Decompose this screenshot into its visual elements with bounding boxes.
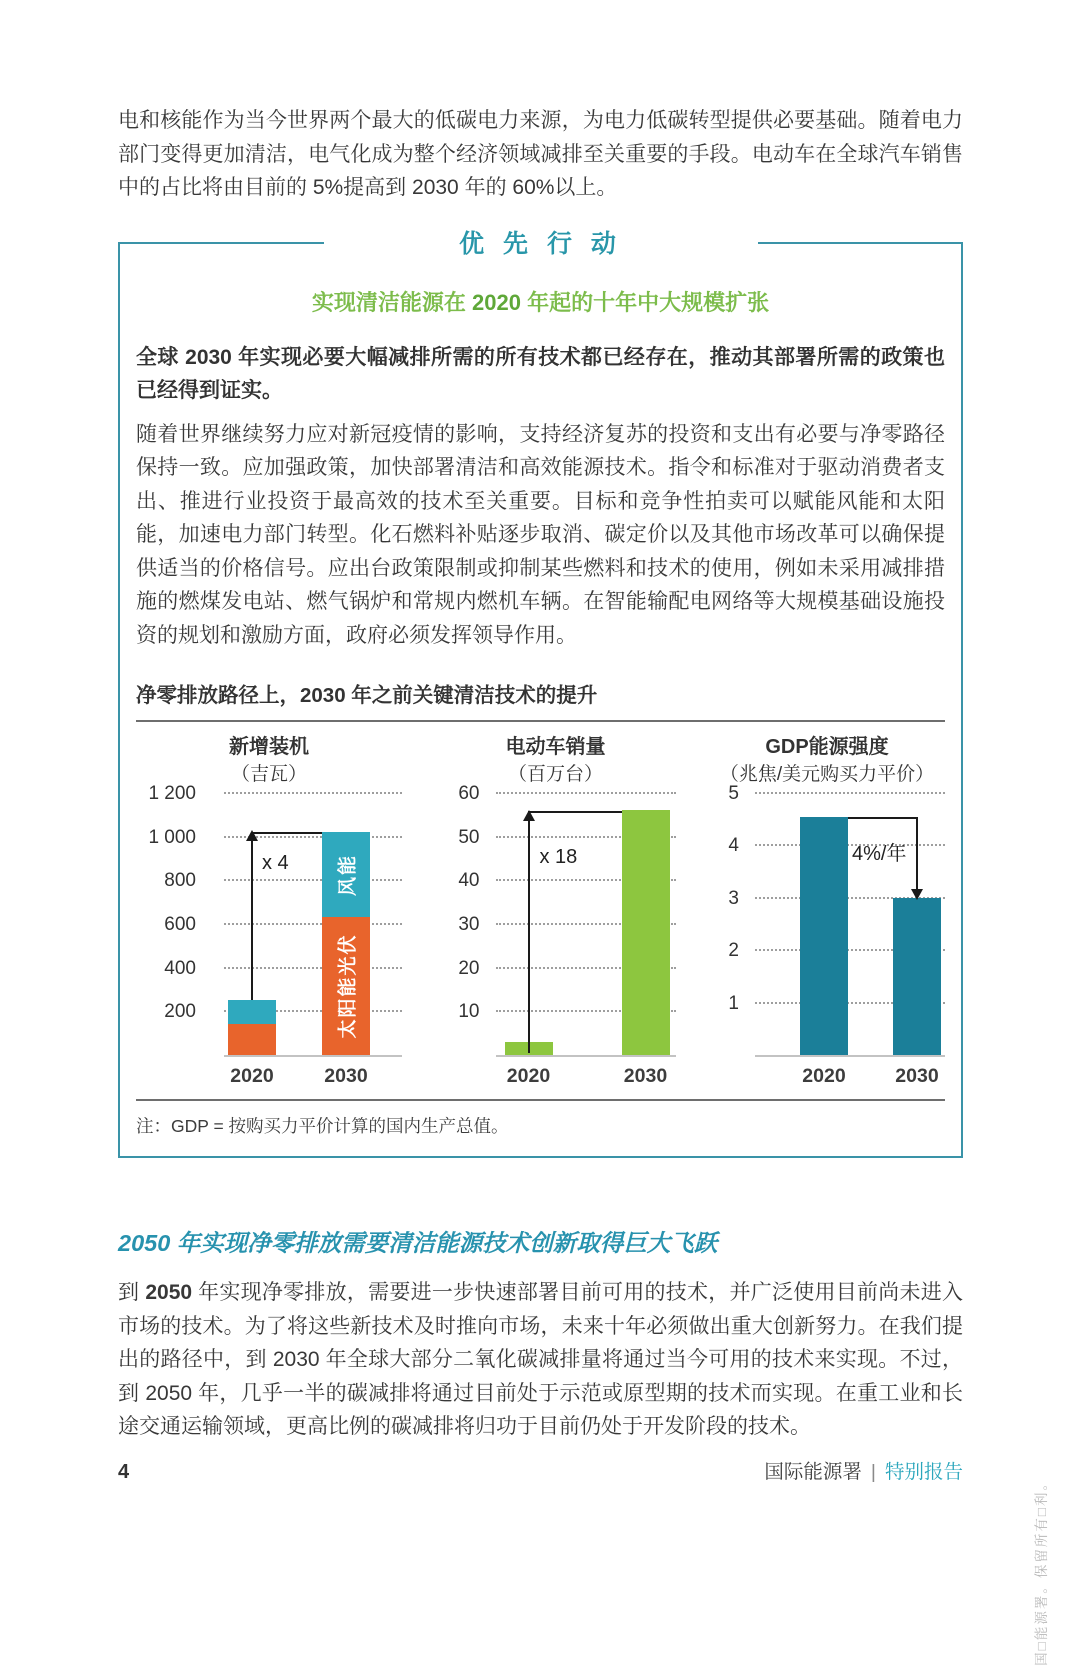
growth-annotation: x 4 (262, 852, 289, 874)
growth-arrow-up (528, 812, 530, 1053)
priority-box-title: 优 先 行 动 (324, 224, 758, 260)
box-body-paragraph: 随着世界继续努力应对新冠疫情的影响，支持经济复苏的投资和支出有必要与净零路径保持一致。应加强政策，加快部署清洁和高效能源技术。指令和标准对于驱动消费者支出、推进行业投资于最高效的技术至关重要。目标和竞争性拍卖可以赋能风能和太阳能，加速电力部门转型。化石燃料补贴逐步取消、碳定价以及其他市场改革可以确保提供适当的价格信号。应出台政策限制或抑制某些燃料和技术的使用，例如未采用减排措施的燃煤发电站、燃气锅炉和常规内燃机车辆。在智能输配电网络等大规模基础设施投资的规划和激励方面，政府必须发挥领导作用。 (136, 422, 945, 647)
section-paragraph (118, 1276, 963, 1444)
bar-2020 (228, 1000, 276, 1055)
bar-2030 (893, 898, 941, 1055)
chart-unit: （兆焦/美元购买力平价） (719, 764, 935, 785)
chart-gdp-energy-intensity (709, 734, 945, 1095)
copyright-watermark: 国□能源署。保留所有□利。 (1034, 1475, 1049, 1666)
figure-note: 注：GDP = 按购买力平价计算的国内生产总值。 (136, 1116, 509, 1136)
plot-area (496, 793, 676, 1057)
subtitle-prefix: 实现清洁能源在 (311, 289, 473, 315)
chart-body (136, 783, 402, 1057)
chart-gdp-head (709, 734, 945, 788)
figure-caption: 净零排放路径上，2030 年之前关键清洁技术的提升 (136, 684, 598, 707)
page-number: 4 (118, 1461, 130, 1483)
section-heading (118, 1224, 963, 1258)
priority-box-subtitle (136, 286, 945, 317)
box-lead-paragraph: 全球 2030 年实现必要大幅减排所需的所有技术都已经存在，推动其部署所需的政策也已经得到证实。 (136, 345, 945, 402)
chart-title: GDP能源强度 (765, 736, 889, 758)
x-axis-labels: 2020 2030 (802, 1065, 939, 1087)
footer-org: 国际能源署 (764, 1461, 862, 1483)
chart-unit: （百万台） (507, 764, 603, 785)
chart-title: 新增装机 (229, 736, 309, 758)
chart-title: 电动车销量 (505, 736, 606, 758)
chart-ev-sales (436, 734, 676, 1095)
bar-2020 (800, 817, 848, 1055)
footer-report-label (764, 1456, 963, 1484)
subtitle-suffix: 年起的十年中大规模扩张 (520, 289, 770, 315)
growth-arrow-line (251, 832, 322, 834)
bar-2030 (622, 810, 670, 1055)
para-year: 2050 (145, 1281, 193, 1304)
solar-segment-label: 太阳能光伏 (337, 933, 359, 1039)
chart-new-capacity-head (136, 734, 402, 788)
heading-text: 年实现净零排放需要清洁能源技术创新取得巨大飞跃 (170, 1230, 718, 1256)
plot-area (755, 793, 945, 1057)
subtitle-year: 2020 (472, 289, 521, 315)
page-content (118, 104, 963, 1444)
para-prefix: 到 (118, 1281, 146, 1304)
chart-unit: （吉瓦） (230, 764, 307, 785)
chart-body (436, 783, 676, 1057)
priority-actions-box (118, 229, 963, 1159)
x-axis-labels: 2020 2030 (506, 1065, 668, 1087)
growth-arrow-up (251, 832, 253, 1000)
heading-year: 2050 (118, 1230, 171, 1256)
figure-charts (136, 720, 945, 1101)
chart-body (709, 783, 945, 1057)
growth-arrow-line (528, 811, 622, 813)
chart-new-capacity (136, 734, 402, 1095)
para-rest: 年实现净零排放，需要进一步快速部署目前可用的技术，并广泛使用目前尚未进入市场的技术。为了将这些新技术及时推向市场，未来十年必须做出重大创新努力。在我们提出的路径中，到 2030 年全球大部分二氧化碳减排量将通过当今可用的技术来实现。不过，到 2050 年，几乎一半的碳减排将通过目前处于示范或原型期的技术而实现。在重工业和长途交通运输领域，更高比例的碳减排将归功于目前仍处于开发阶段的技术。 (118, 1281, 963, 1438)
page-footer (118, 1456, 963, 1484)
intro-paragraph: 电和核能作为当今世界两个最大的低碳电力来源，为电力低碳转型提供必要基础。随着电力部门变得更加清洁，电气化成为整个经济领域减排至关重要的手段。电动车在全球汽车销售中的占比将由目前的 5%提高到 2030 年的 60%以上。 (118, 109, 963, 199)
x-axis-labels: 2020 2030 (230, 1065, 368, 1087)
wind-segment-label: 风能 (337, 853, 359, 897)
y-axis: 1 2 3 4 5 (728, 783, 739, 1014)
decline-annotation: 4%/年 (852, 843, 907, 865)
y-axis: 200 400 600 800 1 000 1 200 (148, 783, 196, 1023)
growth-annotation: x 18 (539, 846, 578, 868)
decline-arrow-down (916, 819, 918, 898)
y-axis: 10 20 30 40 50 60 (458, 783, 480, 1023)
footer-report: 特别报告 (884, 1461, 963, 1483)
plot-area (224, 793, 402, 1057)
decline-arrow-line (848, 817, 918, 819)
chart-ev-sales-head (436, 734, 676, 788)
footer-separator: | (870, 1461, 876, 1483)
